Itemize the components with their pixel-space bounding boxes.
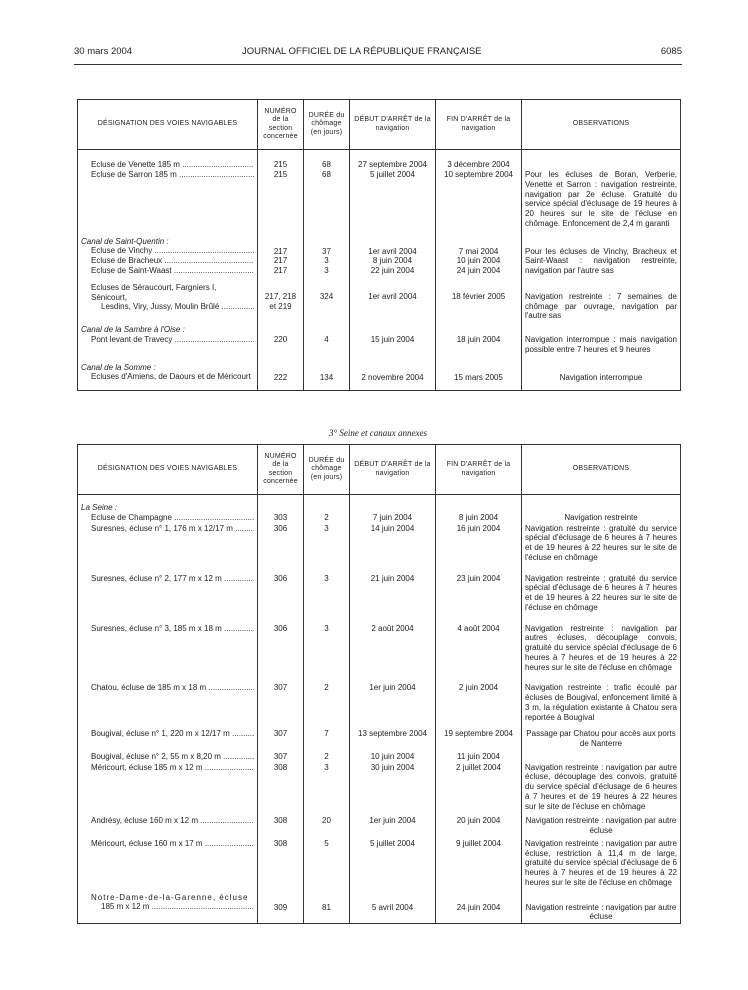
lock-name: Chatou, écluse de 185 m x 18 m ..... (91, 683, 254, 692)
end-date: 23 juin 2004 (456, 573, 501, 583)
section-number: 308 (273, 762, 288, 772)
duration-days: 5 (324, 838, 329, 848)
end-date: 20 juin 2004 (456, 816, 501, 826)
duration-days: 3 (324, 573, 329, 583)
section-number: 308 (273, 816, 288, 826)
lock-name: Ecluse de Vinchy ..... (91, 246, 254, 255)
table-row (78, 564, 681, 614)
lock-name: Andrésy, écluse 160 m x 12 m ..... (91, 816, 254, 825)
section-number: 307 (273, 729, 288, 739)
table-row (78, 150, 681, 229)
col-header-start: DÉBUT D'ARRÊT de la navigation (350, 445, 436, 495)
start-date: 2 novembre 2004 (361, 372, 424, 382)
lock-name-continued: Lesdins, Viry, Jussy, Moulin Brûlé ..... (101, 302, 254, 311)
end-date: 3 décembre 2004 (447, 160, 510, 169)
observation-text: Passage par Chatou pour accès aux ports de Nanterre (526, 729, 676, 748)
duration-days: 7 (324, 729, 329, 739)
col-header-section: NUMÉRO de la section concernée (258, 445, 304, 495)
start-date: 5 juillet 2004 (370, 838, 415, 848)
duration-days: 2 (324, 683, 329, 693)
section-number: 303 (273, 512, 288, 522)
duration-days: 37 (322, 246, 331, 256)
duration-days: 2 (324, 512, 329, 522)
duration-days: 81 (322, 902, 331, 912)
lock-name: Ecluses d'Amiens, de Daours et de Méricourt (91, 372, 251, 382)
start-date: 27 septembre 2004 (358, 160, 427, 169)
end-date: 2 juin 2004 (458, 683, 499, 693)
table-header-row (78, 100, 681, 150)
closures-table-canals (77, 99, 681, 391)
observation-text: Pour les écluses de Vinchy, Bracheux et Saint-Waast : navigation restreinte, navigation par l'autre sas (525, 246, 677, 275)
end-date: 10 septembre 2004 (444, 169, 513, 179)
waterway-group-label: Canal de Saint-Quentin : (81, 236, 169, 246)
end-date: 2 juillet 2004 (456, 762, 501, 772)
table-row (78, 524, 681, 564)
table-row (78, 889, 681, 924)
table-row (78, 837, 681, 889)
end-date: 11 juin 2004 (457, 751, 500, 761)
section-number-continued: et 219 (269, 301, 292, 311)
lock-name: Pont levant de Travecy ..... (91, 335, 254, 344)
observation-text: Navigation restreinte : navigation par autre écluse, restriction à 11,4 m de large, gratuité du service spécial d'éclusage de 6 heures à 7 heures et de 19 heures à 22 heures sur le site de l'écluse en chômage (525, 838, 677, 887)
lock-name: Méricourt, écluse 160 m x 17 m ..... (91, 839, 254, 848)
section-number: 306 (273, 523, 288, 533)
section-number: 215 (273, 160, 288, 169)
section-number: 222 (273, 372, 288, 382)
table-row (78, 513, 681, 524)
end-date: 9 juillet 2004 (456, 838, 501, 848)
observation-text: Navigation restreinte : trafic écoulé par écluses de Bougival, enfoncement limité à 3 m, la régulation existante à Chatou sera reportée à Bougival (525, 683, 677, 722)
lock-name: Bougival, écluse n° 1, 220 m x 12/17 m ..... (91, 729, 254, 738)
lock-name: Suresnes, écluse n° 2, 177 m x 12 m ..... (91, 574, 254, 583)
table-header-row (78, 445, 681, 495)
start-date: 7 juin 2004 (372, 512, 413, 522)
end-date: 4 août 2004 (457, 623, 500, 633)
section-number: 307 (273, 751, 288, 761)
observation-text: Navigation restreinte : 7 semaines de chômage par ouvrage, navigation par l'autre sas (525, 291, 677, 321)
start-date: 30 juin 2004 (370, 762, 415, 772)
lock-name: Ecluse de Bracheux ..... (91, 256, 254, 265)
end-date: 18 février 2005 (451, 291, 506, 301)
table-row (78, 614, 681, 674)
duration-days: 3 (324, 256, 329, 266)
table-row (78, 763, 681, 813)
table-row (78, 812, 681, 837)
col-header-designation: DÉSIGNATION DES VOIES NAVIGABLES (78, 445, 258, 495)
table-row (78, 355, 681, 391)
start-date: 21 juin 2004 (370, 573, 415, 583)
observation-text: Navigation restreinte : navigation par autre écluse, découplage des convois, gratuité du service spécial d'éclusage de 6 heures à 7 heures et de 19 heures à 22 heures sur le site de l'écluse en chômage (525, 762, 677, 811)
section-number: 217, 218 (264, 291, 297, 301)
observation-text: Navigation restreinte (564, 512, 638, 522)
duration-days: 68 (322, 160, 331, 169)
start-date: 15 juin 2004 (370, 335, 415, 344)
start-date: 8 juin 2004 (372, 256, 413, 266)
header-rule (74, 64, 682, 65)
lock-name: Méricourt, écluse 185 m x 12 m ..... (91, 763, 254, 772)
duration-days: 134 (319, 372, 334, 382)
end-date: 24 juin 2004 (456, 266, 501, 275)
duration-days: 20 (322, 816, 331, 826)
col-header-observations: OBSERVATIONS (522, 445, 681, 495)
table-row (78, 495, 681, 513)
duration-days: 3 (324, 762, 329, 772)
lock-name: Ecluse de Venette 185 m ..... (91, 160, 254, 169)
end-date: 16 juin 2004 (456, 523, 501, 533)
lock-name: Suresnes, écluse n° 3, 185 m x 18 m ..... (91, 624, 254, 633)
end-date: 24 juin 2004 (456, 902, 501, 912)
lock-name: Suresnes, écluse n° 1, 176 m x 12/17 m ..... (91, 524, 254, 533)
table-row (78, 673, 681, 723)
running-header (74, 46, 682, 60)
start-date: 5 juillet 2004 (370, 169, 415, 179)
duration-days: 4 (324, 335, 329, 344)
col-header-section: NUMÉRO de la section concernée (258, 100, 304, 150)
table-row (78, 321, 681, 355)
header-journal-title: JOURNAL OFFICIEL DE LA RÉPUBLIQUE FRANÇAISE (242, 46, 482, 57)
end-date: 10 juin 2004 (456, 256, 501, 266)
observation-text: Navigation interrompue (559, 372, 643, 382)
start-date: 10 juin 2004 (370, 751, 415, 761)
col-header-end: FIN D'ARRÊT de la navigation (436, 100, 522, 150)
section-number: 215 (273, 169, 288, 179)
waterway-group-label: La Seine : (81, 503, 118, 512)
section-number: 220 (273, 335, 288, 344)
observation-text: Navigation restreinte : navigation par autres écluses, découplage convois, gratuité du service spécial d'éclusage de 6 heures à 7 heures et de 19 heures à 22 heures sur le site de l'écluse en chômage (525, 623, 677, 672)
section-number: 309 (273, 902, 288, 912)
waterway-group-label: Canal de la Sambre à l'Oise : (81, 325, 185, 334)
section-number: 306 (273, 573, 288, 583)
start-date: 5 avril 2004 (371, 902, 414, 912)
table-row (78, 750, 681, 763)
table-row (78, 229, 681, 276)
section-number: 217 (273, 246, 288, 256)
section-number: 217 (273, 266, 288, 275)
duration-days: 3 (324, 623, 329, 633)
observation-text: Pour les écluses de Boran, Verberie, Venette et Sarron : navigation restreinte, navigation par 2e écluse. Gratuité du service spécial d'éclusage de 19 heures à 20 heures sur le site de l'écluse en chômage. Enfoncement de 2,4 m garanti (525, 170, 677, 228)
section-number: 306 (273, 623, 288, 633)
lock-name: Ecluse de Champagne ..... (91, 513, 254, 522)
observation-text: Navigation restreinte : navigation par autre écluse (525, 816, 677, 835)
duration-days: 3 (324, 523, 329, 533)
col-header-duration: DURÉE du chômage (en jours) (304, 100, 350, 150)
section-number: 307 (273, 683, 288, 693)
duration-days: 2 (324, 751, 329, 761)
start-date: 1er juin 2004 (369, 816, 416, 826)
start-date: 14 juin 2004 (370, 523, 415, 533)
col-header-designation: DÉSIGNATION DES VOIES NAVIGABLES (78, 100, 258, 150)
observation-text: Navigation interrompue : mais navigation possible entre 7 heures et 9 heures (525, 335, 677, 354)
start-date: 2 août 2004 (371, 623, 414, 633)
lock-name: Bougival, écluse n° 2, 55 m x 8,20 m ..... (91, 752, 254, 761)
col-header-observations: OBSERVATIONS (522, 100, 681, 150)
end-date: 19 septembre 2004 (444, 729, 513, 739)
start-date: 13 septembre 2004 (358, 729, 427, 739)
waterway-group-label: Canal de la Somme : (81, 362, 156, 372)
observation-text: Navigation restreinte : gratuité du service spécial d'éclusage de 6 heures à 7 heures et de 19 heures à 22 heures sur le site de l'écluse en chômage (525, 573, 677, 612)
start-date: 22 juin 2004 (370, 266, 415, 275)
col-header-start: DÉBUT D'ARRÊT de la navigation (350, 100, 436, 150)
duration-days: 3 (324, 266, 329, 275)
lock-name: Ecluses de Séraucourt, Fargniers I, Sénicourt, (91, 282, 217, 302)
start-date: 1er avril 2004 (368, 291, 417, 301)
observation-text: Navigation restreinte : gratuité du service spécial d'éclusage de 6 heures à 7 heures et de 19 heures à 22 heures sur le site de l'écluse en chômage (525, 523, 677, 562)
lock-name: Ecluse de Sarron 185 m ..... (91, 170, 254, 179)
end-date: 8 juin 2004 (458, 512, 499, 522)
section-caption: 3° Seine et canaux annexes (328, 428, 428, 438)
start-date: 1er avril 2004 (368, 246, 417, 256)
end-date: 15 mars 2005 (454, 372, 503, 382)
lock-name: Ecluse de Saint-Waast ..... (91, 266, 254, 275)
duration-days: 324 (319, 291, 334, 301)
section-number: 217 (273, 256, 288, 266)
observation-text: Navigation restreinte : navigation par autre écluse (525, 902, 677, 922)
col-header-end: FIN D'ARRÊT de la navigation (436, 445, 522, 495)
col-header-duration: DURÉE du chômage (en jours) (304, 445, 350, 495)
duration-days: 68 (322, 169, 331, 179)
lock-name-continued: 185 m x 12 m ..... (101, 902, 254, 911)
end-date: 7 mai 2004 (458, 246, 499, 256)
end-date: 18 juin 2004 (456, 335, 501, 344)
lock-name: Notre-Dame-de-la-Garenne, écluse (91, 892, 249, 902)
header-date: 30 mars 2004 (74, 46, 133, 57)
table-row (78, 723, 681, 750)
start-date: 1er juin 2004 (369, 683, 416, 693)
closures-table-seine (77, 444, 681, 924)
section-number: 308 (273, 838, 288, 848)
header-page-number: 6085 (660, 46, 682, 57)
table-row (78, 276, 681, 321)
